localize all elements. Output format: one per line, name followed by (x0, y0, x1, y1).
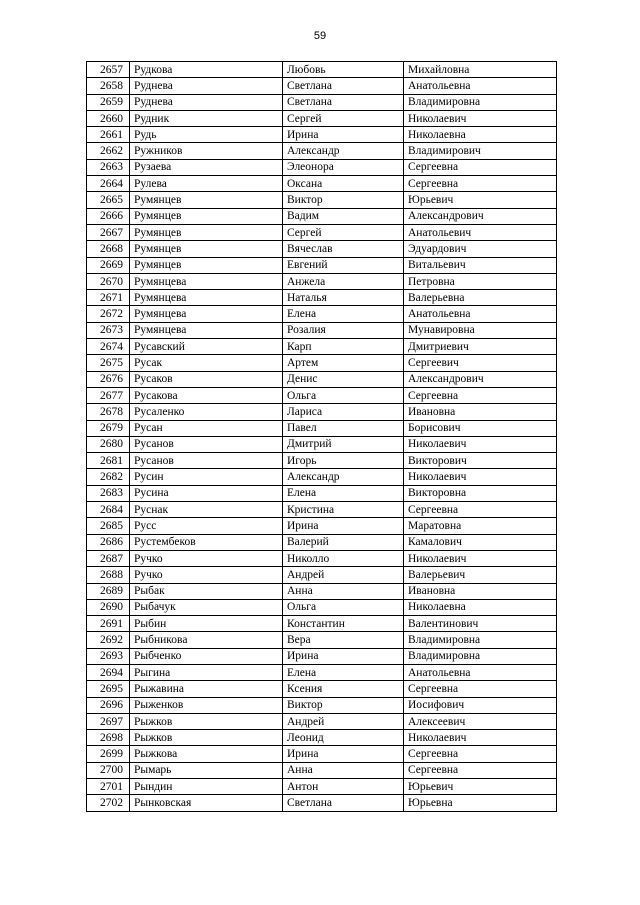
last-name: Рузаева (130, 159, 283, 175)
patronymic: Анатольевич (404, 224, 557, 240)
row-number: 2676 (87, 371, 130, 387)
patronymic: Сергеевна (404, 387, 557, 403)
table-row (87, 697, 557, 713)
last-name: Рыженков (130, 697, 283, 713)
table-row (87, 648, 557, 664)
patronymic: Михайловна (404, 62, 557, 78)
table-row (87, 583, 557, 599)
last-name: Русина (130, 485, 283, 501)
patronymic: Николаевич (404, 469, 557, 485)
first-name: Кристина (283, 502, 404, 518)
first-name: Виктор (283, 697, 404, 713)
first-name: Ирина (283, 518, 404, 534)
patronymic: Анатольевна (404, 664, 557, 680)
table-row (87, 730, 557, 746)
first-name: Вадим (283, 208, 404, 224)
last-name: Румянцева (130, 322, 283, 338)
last-name: Рулева (130, 176, 283, 192)
patronymic: Владимировна (404, 94, 557, 110)
row-number: 2688 (87, 567, 130, 583)
patronymic: Ивановна (404, 404, 557, 420)
last-name: Рудкова (130, 62, 283, 78)
table-row (87, 779, 557, 795)
last-name: Румянцев (130, 224, 283, 240)
table-row (87, 159, 557, 175)
last-name: Русаков (130, 371, 283, 387)
patronymic: Юрьевич (404, 779, 557, 795)
first-name: Наталья (283, 290, 404, 306)
row-number: 2700 (87, 762, 130, 778)
patronymic: Сергеевна (404, 502, 557, 518)
last-name: Рустембеков (130, 534, 283, 550)
last-name: Рыгина (130, 664, 283, 680)
table-row (87, 616, 557, 632)
last-name: Рыжков (130, 730, 283, 746)
last-name: Румянцев (130, 208, 283, 224)
table-row (87, 795, 557, 811)
patronymic: Эдуардович (404, 241, 557, 257)
last-name: Руснак (130, 502, 283, 518)
last-name: Рынковская (130, 795, 283, 811)
last-name: Рыжавина (130, 681, 283, 697)
patronymic: Петровна (404, 273, 557, 289)
row-number: 2674 (87, 339, 130, 355)
row-number: 2667 (87, 224, 130, 240)
last-name: Ручко (130, 567, 283, 583)
last-name: Румянцева (130, 273, 283, 289)
row-number: 2684 (87, 502, 130, 518)
last-name: Рындин (130, 779, 283, 795)
patronymic: Сергеевна (404, 762, 557, 778)
row-number: 2672 (87, 306, 130, 322)
patronymic: Юрьевич (404, 192, 557, 208)
first-name: Андрей (283, 567, 404, 583)
first-name: Ольга (283, 599, 404, 615)
row-number: 2701 (87, 779, 130, 795)
first-name: Артем (283, 355, 404, 371)
table-row (87, 94, 557, 110)
first-name: Елена (283, 485, 404, 501)
first-name: Лариса (283, 404, 404, 420)
patronymic: Николаевич (404, 550, 557, 566)
row-number: 2680 (87, 436, 130, 452)
first-name: Леонид (283, 730, 404, 746)
row-number: 2660 (87, 110, 130, 126)
first-name: Евгений (283, 257, 404, 273)
first-name: Элеонора (283, 159, 404, 175)
row-number: 2661 (87, 127, 130, 143)
first-name: Елена (283, 664, 404, 680)
first-name: Ирина (283, 746, 404, 762)
table-row (87, 127, 557, 143)
table-row (87, 176, 557, 192)
first-name: Антон (283, 779, 404, 795)
last-name: Румянцева (130, 306, 283, 322)
row-number: 2671 (87, 290, 130, 306)
first-name: Светлана (283, 795, 404, 811)
last-name: Рыжкова (130, 746, 283, 762)
patronymic: Александрович (404, 371, 557, 387)
table-row (87, 110, 557, 126)
last-name: Русанов (130, 453, 283, 469)
patronymic: Николаевна (404, 599, 557, 615)
patronymic: Дмитриевич (404, 339, 557, 355)
patronymic: Мунавировна (404, 322, 557, 338)
row-number: 2697 (87, 713, 130, 729)
row-number: 2662 (87, 143, 130, 159)
table-row (87, 436, 557, 452)
table-row (87, 208, 557, 224)
last-name: Русавский (130, 339, 283, 355)
last-name: Рудник (130, 110, 283, 126)
patronymic: Валентинович (404, 616, 557, 632)
patronymic: Анатольевна (404, 306, 557, 322)
table-row (87, 534, 557, 550)
patronymic: Сергеевич (404, 355, 557, 371)
patronymic: Борисович (404, 420, 557, 436)
table-row (87, 713, 557, 729)
table-row (87, 241, 557, 257)
row-number: 2665 (87, 192, 130, 208)
table-row (87, 387, 557, 403)
first-name: Сергей (283, 224, 404, 240)
row-number: 2678 (87, 404, 130, 420)
table-row (87, 192, 557, 208)
first-name: Александр (283, 469, 404, 485)
patronymic: Николаевич (404, 730, 557, 746)
row-number: 2675 (87, 355, 130, 371)
patronymic: Алексеевич (404, 713, 557, 729)
last-name: Русак (130, 355, 283, 371)
patronymic: Владимирович (404, 143, 557, 159)
last-name: Рыбченко (130, 648, 283, 664)
patronymic: Николаевна (404, 127, 557, 143)
patronymic: Викторовна (404, 485, 557, 501)
row-number: 2693 (87, 648, 130, 664)
table-row (87, 453, 557, 469)
row-number: 2681 (87, 453, 130, 469)
patronymic: Юрьевна (404, 795, 557, 811)
table-row (87, 632, 557, 648)
patronymic: Маратовна (404, 518, 557, 534)
row-number: 2682 (87, 469, 130, 485)
last-name: Русанов (130, 436, 283, 452)
row-number: 2670 (87, 273, 130, 289)
table-row (87, 339, 557, 355)
names-table-body (87, 62, 557, 812)
patronymic: Иосифович (404, 697, 557, 713)
row-number: 2696 (87, 697, 130, 713)
last-name: Русакова (130, 387, 283, 403)
row-number: 2692 (87, 632, 130, 648)
row-number: 2668 (87, 241, 130, 257)
table-row (87, 485, 557, 501)
page-number: 59 (313, 30, 327, 42)
table-row (87, 257, 557, 273)
first-name: Константин (283, 616, 404, 632)
row-number: 2691 (87, 616, 130, 632)
patronymic: Николаевич (404, 436, 557, 452)
first-name: Ирина (283, 648, 404, 664)
table-row (87, 681, 557, 697)
first-name: Светлана (283, 94, 404, 110)
table-row (87, 746, 557, 762)
table-row (87, 306, 557, 322)
patronymic: Александрович (404, 208, 557, 224)
table-row (87, 290, 557, 306)
patronymic: Анатольевна (404, 78, 557, 94)
first-name: Денис (283, 371, 404, 387)
names-table (86, 61, 557, 812)
first-name: Любовь (283, 62, 404, 78)
patronymic: Николаевич (404, 110, 557, 126)
first-name: Виктор (283, 192, 404, 208)
first-name: Ксения (283, 681, 404, 697)
row-number: 2664 (87, 176, 130, 192)
patronymic: Владимировна (404, 648, 557, 664)
patronymic: Сергеевна (404, 176, 557, 192)
patronymic: Валерьевич (404, 567, 557, 583)
first-name: Сергей (283, 110, 404, 126)
last-name: Руднева (130, 78, 283, 94)
row-number: 2685 (87, 518, 130, 534)
first-name: Оксана (283, 176, 404, 192)
first-name: Елена (283, 306, 404, 322)
row-number: 2669 (87, 257, 130, 273)
row-number: 2657 (87, 62, 130, 78)
row-number: 2686 (87, 534, 130, 550)
table-row (87, 371, 557, 387)
last-name: Ручко (130, 550, 283, 566)
patronymic: Камалович (404, 534, 557, 550)
first-name: Вячеслав (283, 241, 404, 257)
first-name: Павел (283, 420, 404, 436)
last-name: Румянцева (130, 290, 283, 306)
table-row (87, 224, 557, 240)
table-row (87, 518, 557, 534)
row-number: 2673 (87, 322, 130, 338)
row-number: 2689 (87, 583, 130, 599)
last-name: Русин (130, 469, 283, 485)
last-name: Рымарь (130, 762, 283, 778)
last-name: Рыбачук (130, 599, 283, 615)
table-row (87, 502, 557, 518)
patronymic: Викторович (404, 453, 557, 469)
table-row (87, 420, 557, 436)
row-number: 2659 (87, 94, 130, 110)
table-row (87, 404, 557, 420)
first-name: Дмитрий (283, 436, 404, 452)
table-row (87, 469, 557, 485)
row-number: 2687 (87, 550, 130, 566)
patronymic: Ивановна (404, 583, 557, 599)
row-number: 2683 (87, 485, 130, 501)
row-number: 2698 (87, 730, 130, 746)
last-name: Руднева (130, 94, 283, 110)
patronymic: Сергеевна (404, 681, 557, 697)
last-name: Русан (130, 420, 283, 436)
row-number: 2699 (87, 746, 130, 762)
row-number: 2658 (87, 78, 130, 94)
table-row (87, 62, 557, 78)
table-row (87, 664, 557, 680)
patronymic: Сергеевна (404, 746, 557, 762)
last-name: Румянцев (130, 241, 283, 257)
table-row (87, 143, 557, 159)
table-row (87, 322, 557, 338)
patronymic: Валерьевна (404, 290, 557, 306)
row-number: 2702 (87, 795, 130, 811)
row-number: 2663 (87, 159, 130, 175)
first-name: Александр (283, 143, 404, 159)
last-name: Румянцев (130, 257, 283, 273)
patronymic: Владимировна (404, 632, 557, 648)
first-name: Светлана (283, 78, 404, 94)
first-name: Андрей (283, 713, 404, 729)
table-row (87, 78, 557, 94)
row-number: 2695 (87, 681, 130, 697)
first-name: Вера (283, 632, 404, 648)
first-name: Анна (283, 583, 404, 599)
last-name: Рыбак (130, 583, 283, 599)
table-row (87, 550, 557, 566)
table-row (87, 599, 557, 615)
row-number: 2694 (87, 664, 130, 680)
first-name: Ольга (283, 387, 404, 403)
last-name: Румянцев (130, 192, 283, 208)
first-name: Карп (283, 339, 404, 355)
row-number: 2677 (87, 387, 130, 403)
first-name: Анна (283, 762, 404, 778)
last-name: Рыбникова (130, 632, 283, 648)
patronymic: Витальевич (404, 257, 557, 273)
last-name: Русс (130, 518, 283, 534)
table-row (87, 355, 557, 371)
row-number: 2690 (87, 599, 130, 615)
first-name: Игорь (283, 453, 404, 469)
last-name: Рыжков (130, 713, 283, 729)
table-row (87, 762, 557, 778)
table-row (87, 567, 557, 583)
last-name: Рудь (130, 127, 283, 143)
row-number: 2679 (87, 420, 130, 436)
first-name: Николло (283, 550, 404, 566)
last-name: Русаленко (130, 404, 283, 420)
table-row (87, 273, 557, 289)
row-number: 2666 (87, 208, 130, 224)
first-name: Анжела (283, 273, 404, 289)
first-name: Валерий (283, 534, 404, 550)
first-name: Ирина (283, 127, 404, 143)
last-name: Ружников (130, 143, 283, 159)
last-name: Рыбин (130, 616, 283, 632)
patronymic: Сергеевна (404, 159, 557, 175)
first-name: Розалия (283, 322, 404, 338)
